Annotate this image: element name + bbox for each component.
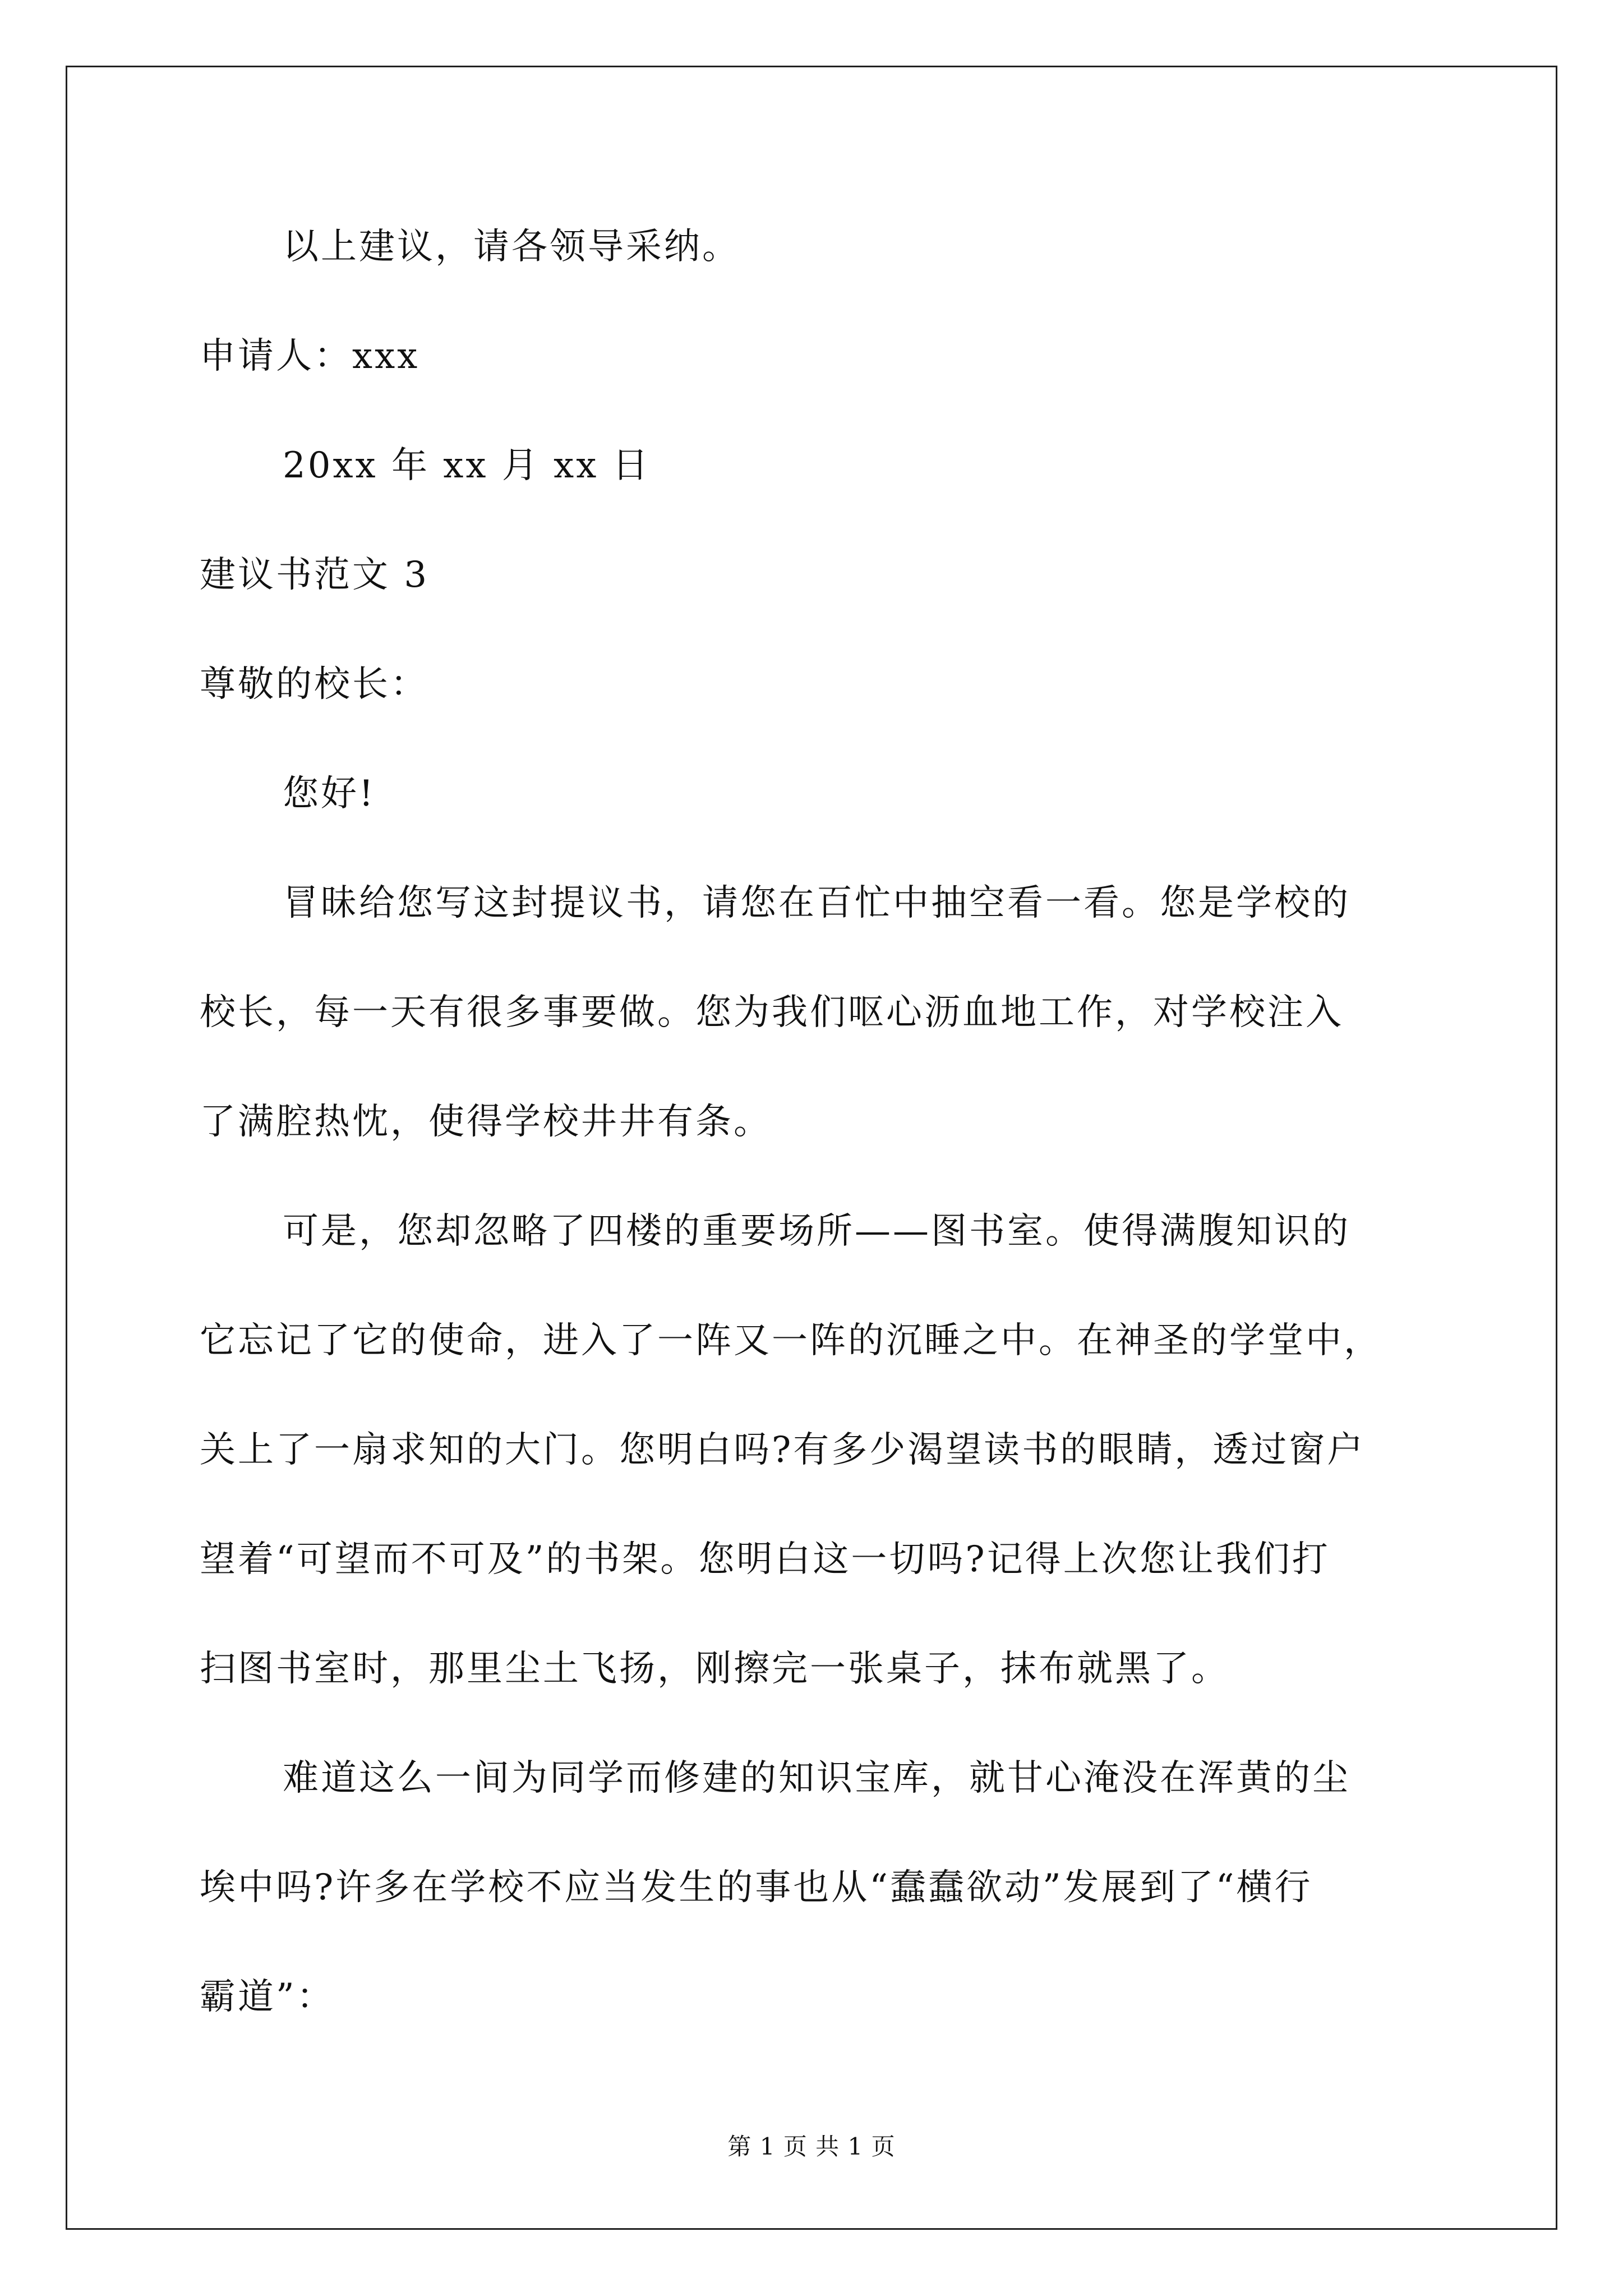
page-footer: 第 1 页 共 1 页 [727,2133,896,2160]
paragraph-line: 可是，您却忽略了四楼的重要场所——图书室。使得满腹知识的 [283,1211,1350,1252]
paragraph-line: 难道这么一间为同学而修建的知识宝库，就甘心淹没在浑黄的尘 [283,1757,1350,1799]
section-title: 建议书范文 3 [200,554,430,596]
paragraph-line: 它忘记了它的使命，进入了一阵又一阵的沉睡之中。在神圣的学堂中， [200,1320,1382,1361]
date-line: 20xx 年 xx 月 xx 日 [283,445,651,486]
paragraph-line: 霸道”： [200,1976,335,2018]
greeting: 您好! [283,773,376,815]
paragraph-line: 校长，每一天有很多事要做。您为我们呕心沥血地工作，对学校注入 [200,992,1344,1033]
closing-line: 以上建议，请各领导采纳。 [283,226,740,268]
paragraph-line: 了满腔热忱，使得学校井井有条。 [200,1101,772,1143]
paragraph-line: 冒昧给您写这封提议书，请您在百忙中抽空看一看。您是学校的 [283,882,1350,924]
paragraph-line: 关上了一扇求知的大门。您明白吗?有多少渴望读书的眼睛，透过窗户 [200,1429,1366,1471]
paragraph-line: 扫图书室时，那里尘土飞扬，刚擦完一张桌子，抹布就黑了。 [200,1648,1229,1690]
paragraph-line: 埃中吗?许多在学校不应当发生的事也从“蠢蠢欲动”发展到了“横行 [200,1867,1313,1908]
applicant-line: 申请人：xxx [200,335,420,377]
salutation: 尊敬的校长： [200,664,428,705]
paragraph-line: 望着“可望而不可及”的书架。您明白这一切吗?记得上次您让我们打 [200,1539,1330,1580]
